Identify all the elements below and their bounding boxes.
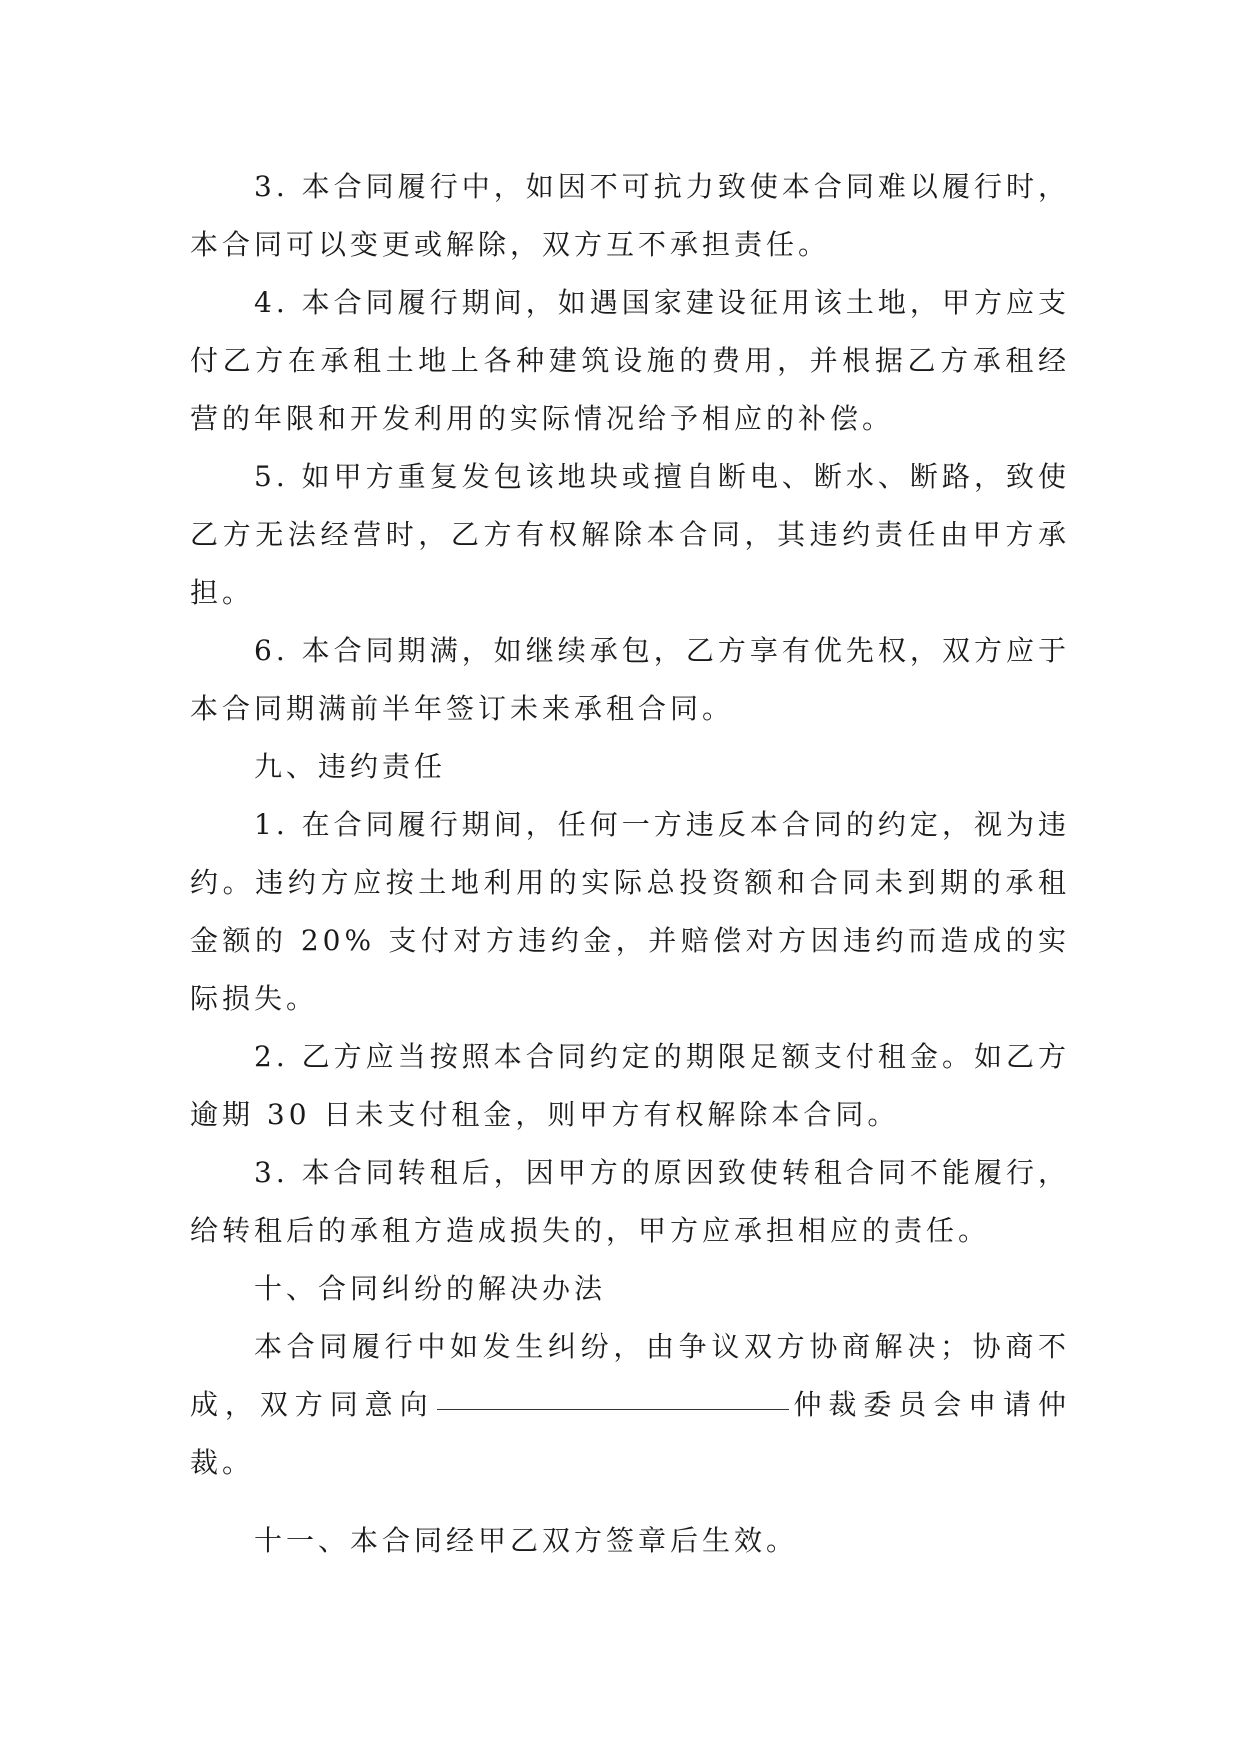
section-heading-liability: 九、违约责任 (254, 750, 447, 783)
arbitration-text-after: 仲裁委员会申请仲裁。 (190, 1388, 1070, 1479)
section-heading-dispute: 十、合同纠纷的解决办法 (254, 1272, 607, 1305)
clause-effective: 十一、本合同经甲乙双方签章后生效。 (254, 1524, 799, 1557)
clause-repeated-contracting: 5. 如甲方重复发包该地块或擅自断电、断水、断路，致使乙方无法经营时，乙方有权解除本合同，其违约责任由甲方承担。 (190, 460, 1070, 609)
clause-arbitration (190, 1318, 1070, 1492)
clause-breach-penalty: 1. 在合同履行期间，任何一方违反本合同的约定，视为违约。违约方应按土地利用的实际总投资额和合同未到期的承租金额的 20% 支付对方违约金，并赔偿对方因违约而造成的实际损失。 (190, 808, 1070, 1015)
clause-rent-payment: 2. 乙方应当按照本合同约定的期限足额支付租金。如乙方逾期 30 日未支付租金，则甲方有权解除本合同。 (190, 1040, 1070, 1131)
clause-land-expropriation: 4. 本合同履行期间，如遇国家建设征用该土地，甲方应支付乙方在承租土地上各种建筑设施的费用，并根据乙方承租经营的年限和开发利用的实际情况给予相应的补偿。 (190, 286, 1070, 435)
arbitration-blank-line (437, 1408, 789, 1410)
clause-renewal-priority: 6. 本合同期满，如继续承包，乙方享有优先权，双方应于本合同期满前半年签订未来承租合同。 (190, 634, 1070, 725)
clause-sublease: 3. 本合同转租后，因甲方的原因致使转租合同不能履行，给转租后的承租方造成损失的，甲方应承担相应的责任。 (190, 1156, 1070, 1247)
contract-text (190, 158, 1070, 1570)
arbitration-text-before: 本合同履行中如发生纠纷，由争议双方协商解决；协商不成，双方同意向 (190, 1330, 1070, 1421)
clause-force-majeure: 3. 本合同履行中，如因不可抗力致使本合同难以履行时，本合同可以变更或解除，双方互不承担责任。 (190, 170, 1070, 261)
